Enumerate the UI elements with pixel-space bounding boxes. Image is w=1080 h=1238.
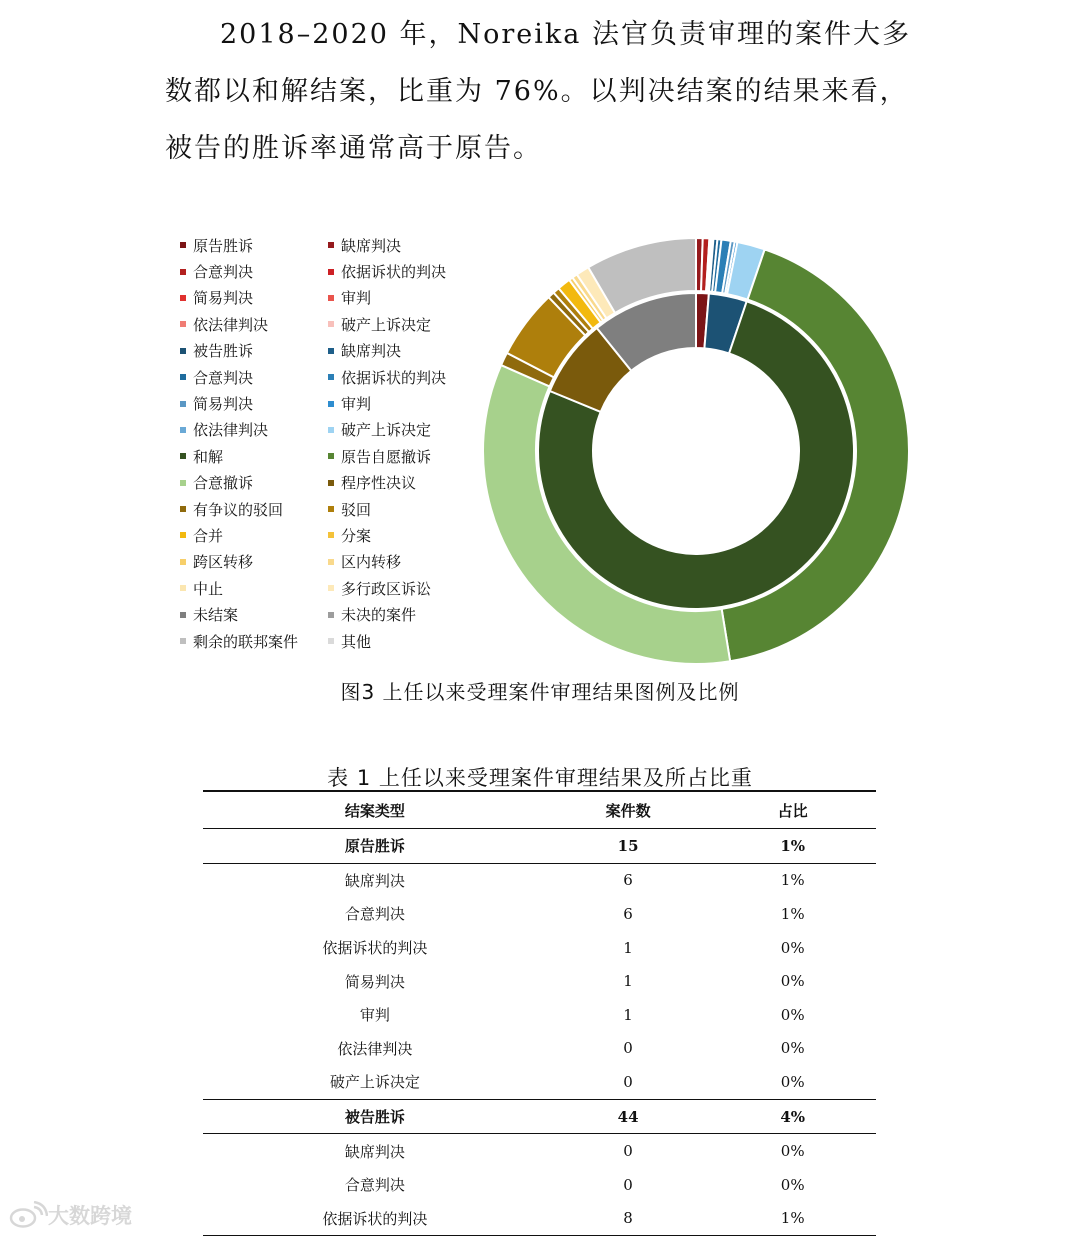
legend-label: 和解 bbox=[193, 447, 224, 466]
legend-item bbox=[328, 311, 488, 337]
legend-swatch bbox=[180, 427, 186, 433]
legend-swatch bbox=[180, 374, 186, 380]
legend-swatch bbox=[328, 559, 334, 565]
table-row bbox=[203, 998, 876, 1032]
cell-count: 8 bbox=[547, 1202, 710, 1236]
legend-item bbox=[180, 443, 328, 469]
cell-pct: 0% bbox=[780, 938, 805, 957]
cell-pct: 1% bbox=[780, 871, 805, 890]
legend-label: 合并 bbox=[193, 526, 224, 545]
cell-type: 合意判决 bbox=[344, 1176, 405, 1195]
donut-chart-svg bbox=[480, 235, 912, 667]
cell-type: 依据诉状的判决 bbox=[322, 939, 428, 958]
legend-label: 有争议的驳回 bbox=[193, 500, 284, 519]
header-count: 案件数 bbox=[547, 791, 710, 829]
legend-swatch bbox=[180, 532, 186, 538]
cell-pct: 1% bbox=[709, 1202, 876, 1236]
table-row bbox=[203, 1099, 876, 1134]
cell-count: 15 bbox=[547, 829, 710, 864]
legend-label: 合意判决 bbox=[193, 368, 254, 387]
legend-swatch bbox=[328, 348, 334, 354]
legend-item bbox=[328, 285, 488, 311]
legend-swatch bbox=[180, 242, 186, 248]
table-row bbox=[203, 829, 876, 864]
intro-text: 2018–2020 年，Noreika 法官负责审理的案件大多数都以和解结案，比重为 76%。以判决结案的结果来看，被告的胜诉率通常高于原告。 bbox=[165, 19, 911, 164]
legend-label: 审判 bbox=[341, 289, 372, 308]
legend-label: 中止 bbox=[193, 579, 224, 598]
cell-type: 被告胜诉 bbox=[203, 1099, 547, 1134]
cell-pct: 0% bbox=[780, 1039, 805, 1058]
legend-swatch bbox=[328, 585, 334, 591]
figure-caption: 图3 上任以来受理案件审理结果图例及比例 bbox=[340, 680, 740, 704]
legend-label: 依据诉状的判决 bbox=[341, 263, 447, 282]
legend-item bbox=[180, 470, 328, 496]
legend-item bbox=[180, 575, 328, 601]
table-header-row bbox=[203, 791, 876, 829]
cell-type: 简易判决 bbox=[344, 972, 405, 991]
legend-item bbox=[328, 470, 488, 496]
legend-swatch bbox=[328, 321, 334, 327]
table-row bbox=[203, 931, 876, 965]
cell-pct: 0% bbox=[780, 1072, 805, 1091]
legend-swatch bbox=[328, 427, 334, 433]
table-title: 表 1 上任以来受理案件审理结果及所占比重 bbox=[327, 766, 753, 790]
legend-item bbox=[328, 390, 488, 416]
legend-swatch bbox=[180, 612, 186, 618]
cell-pct: 0% bbox=[780, 1005, 805, 1024]
table-row bbox=[203, 964, 876, 998]
cell-pct: 0% bbox=[780, 1142, 805, 1161]
legend-label: 原告自愿撤诉 bbox=[341, 447, 432, 466]
legend-swatch bbox=[328, 401, 334, 407]
cell-count: 0 bbox=[623, 1039, 633, 1058]
legend-swatch bbox=[180, 638, 186, 644]
cell-type: 依据诉状的判决 bbox=[203, 1202, 547, 1236]
legend-item bbox=[180, 258, 328, 284]
legend-label: 简易判决 bbox=[193, 289, 254, 308]
cell-pct: 1% bbox=[780, 904, 805, 923]
cell-pct: 1% bbox=[709, 829, 876, 864]
intro-paragraph bbox=[165, 6, 925, 177]
legend-label: 合意撤诉 bbox=[193, 474, 254, 493]
legend-item bbox=[328, 443, 488, 469]
legend-swatch bbox=[180, 559, 186, 565]
cell-count: 1 bbox=[623, 1005, 633, 1024]
table-row bbox=[203, 1202, 876, 1236]
cell-count: 6 bbox=[623, 871, 633, 890]
legend-item bbox=[328, 575, 488, 601]
legend-item bbox=[328, 549, 488, 575]
legend-swatch bbox=[180, 321, 186, 327]
legend-item bbox=[328, 496, 488, 522]
chart-legend bbox=[180, 232, 488, 654]
legend-label: 破产上诉决定 bbox=[341, 315, 432, 334]
legend-label: 依法律判决 bbox=[193, 421, 269, 440]
legend-swatch bbox=[180, 506, 186, 512]
donut-chart bbox=[480, 235, 912, 667]
cell-count: 6 bbox=[623, 904, 633, 923]
watermark-text: 大数跨境 bbox=[48, 1204, 132, 1228]
table-row bbox=[203, 1168, 876, 1202]
cell-count: 1 bbox=[623, 972, 633, 991]
legend-label: 破产上诉决定 bbox=[341, 421, 432, 440]
legend-swatch bbox=[180, 585, 186, 591]
legend-swatch bbox=[328, 532, 334, 538]
legend-item bbox=[180, 232, 328, 258]
legend-swatch bbox=[180, 480, 186, 486]
cell-type: 缺席判决 bbox=[344, 1142, 405, 1161]
cell-count: 0 bbox=[623, 1175, 633, 1194]
table-row bbox=[203, 1065, 876, 1099]
legend-item bbox=[180, 549, 328, 575]
legend-item bbox=[180, 338, 328, 364]
legend-swatch bbox=[328, 638, 334, 644]
legend-item bbox=[328, 522, 488, 548]
legend-label: 缺席判决 bbox=[341, 342, 402, 361]
cell-type: 合意判决 bbox=[344, 905, 405, 924]
legend-item bbox=[180, 522, 328, 548]
legend-item bbox=[180, 390, 328, 416]
legend-label: 未结案 bbox=[193, 606, 239, 625]
cell-count: 44 bbox=[547, 1099, 710, 1134]
legend-label: 区内转移 bbox=[341, 553, 402, 572]
legend-swatch bbox=[180, 295, 186, 301]
table-row bbox=[203, 863, 876, 897]
legend-item bbox=[180, 285, 328, 311]
legend-item bbox=[328, 601, 488, 627]
legend-item bbox=[328, 232, 488, 258]
watermark bbox=[8, 1200, 132, 1230]
legend-label: 原告胜诉 bbox=[193, 236, 254, 255]
legend-item bbox=[328, 417, 488, 443]
legend-swatch bbox=[180, 453, 186, 459]
legend-swatch bbox=[328, 374, 334, 380]
cell-count: 0 bbox=[623, 1142, 633, 1161]
legend-label: 其他 bbox=[341, 632, 372, 651]
legend-label: 依据诉状的判决 bbox=[341, 368, 447, 387]
legend-label: 审判 bbox=[341, 395, 372, 414]
cell-type: 缺席判决 bbox=[344, 871, 405, 890]
cell-type: 破产上诉决定 bbox=[329, 1073, 420, 1092]
results-table bbox=[203, 790, 876, 1236]
legend-item bbox=[328, 258, 488, 284]
legend-swatch bbox=[328, 506, 334, 512]
cell-count: 0 bbox=[623, 1072, 633, 1091]
cell-pct: 0% bbox=[780, 1175, 805, 1194]
legend-label: 依法律判决 bbox=[193, 315, 269, 334]
cell-type: 依法律判决 bbox=[337, 1039, 413, 1058]
legend-label: 被告胜诉 bbox=[193, 342, 254, 361]
cell-pct: 4% bbox=[709, 1099, 876, 1134]
table-row bbox=[203, 897, 876, 931]
legend-label: 多行政区诉讼 bbox=[341, 579, 432, 598]
legend-label: 分案 bbox=[341, 526, 372, 545]
legend-item bbox=[180, 628, 328, 654]
cell-count: 1 bbox=[623, 938, 633, 957]
legend-item bbox=[328, 628, 488, 654]
table-row bbox=[203, 1134, 876, 1168]
legend-label: 简易判决 bbox=[193, 395, 254, 414]
legend-swatch bbox=[180, 348, 186, 354]
legend-swatch bbox=[328, 612, 334, 618]
header-type: 结案类型 bbox=[203, 791, 547, 829]
legend-item bbox=[180, 601, 328, 627]
legend-label: 程序性决议 bbox=[341, 474, 417, 493]
cell-pct: 0% bbox=[780, 972, 805, 991]
legend-swatch bbox=[180, 269, 186, 275]
legend-swatch bbox=[328, 269, 334, 275]
legend-label: 跨区转移 bbox=[193, 553, 254, 572]
legend-item bbox=[180, 311, 328, 337]
cell-type: 原告胜诉 bbox=[203, 829, 547, 864]
legend-swatch bbox=[328, 242, 334, 248]
weibo-logo-icon bbox=[8, 1201, 48, 1229]
header-pct: 占比 bbox=[709, 791, 876, 829]
legend-swatch bbox=[328, 453, 334, 459]
legend-label: 未决的案件 bbox=[341, 606, 417, 625]
legend-label: 合意判决 bbox=[193, 263, 254, 282]
table-row bbox=[203, 1032, 876, 1066]
legend-swatch bbox=[328, 295, 334, 301]
legend-item bbox=[328, 338, 488, 364]
legend-label: 驳回 bbox=[341, 500, 372, 519]
legend-swatch bbox=[180, 401, 186, 407]
legend-item bbox=[180, 496, 328, 522]
legend-swatch bbox=[328, 480, 334, 486]
legend-label: 缺席判决 bbox=[341, 236, 402, 255]
legend-item bbox=[180, 417, 328, 443]
legend-item bbox=[180, 364, 328, 390]
legend-label: 剩余的联邦案件 bbox=[193, 632, 299, 651]
cell-type: 审判 bbox=[359, 1006, 390, 1025]
legend-item bbox=[328, 364, 488, 390]
